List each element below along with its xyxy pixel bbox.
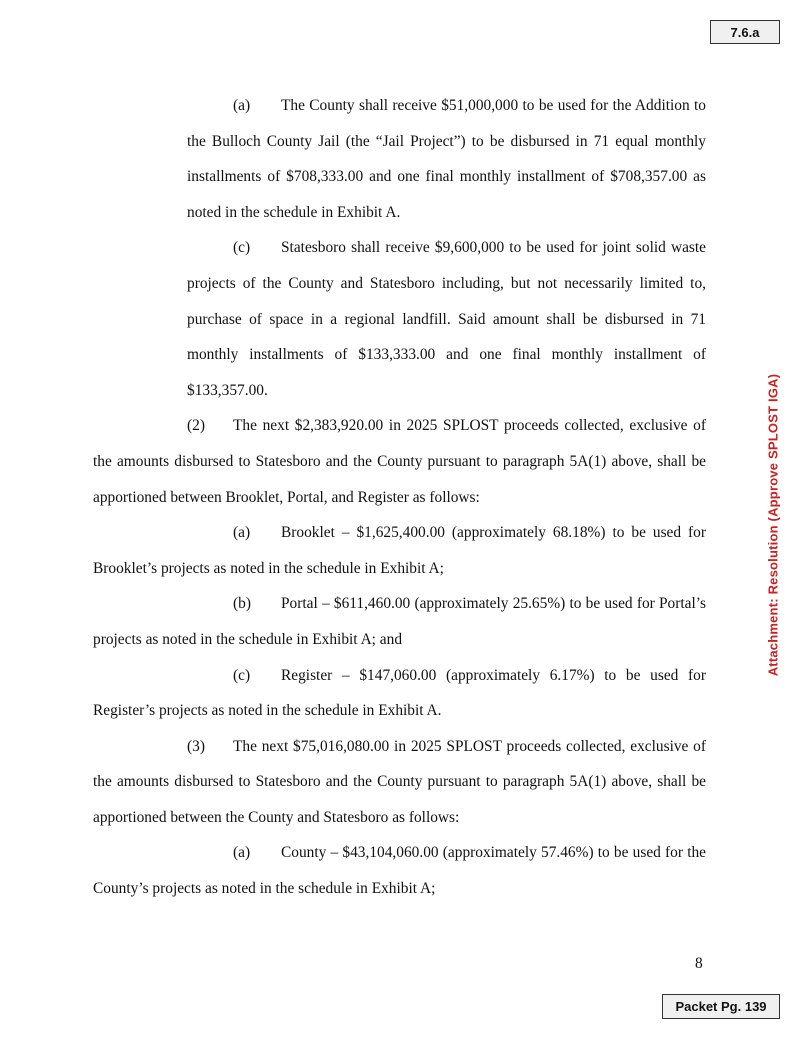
para-c1-line-3: purchase of space in a regional landfill. Said amount shall be disbursed in 71 xyxy=(187,310,706,328)
para-a1-line-3: installments of $708,333.00 and one final monthly installment of $708,357.00 as xyxy=(187,168,706,186)
para-c1-line-4: monthly installments of $133,333.00 and one final monthly installment of xyxy=(187,346,706,364)
para-2c-label: (c) xyxy=(233,666,251,684)
para-2b-line-1: (b) Portal – $611,460.00 (approximately 25.65%) to be used for Portal’s xyxy=(93,586,706,622)
packet-page-label: Packet Pg. 139 xyxy=(675,999,767,1014)
para-2b-label: (b) xyxy=(233,595,251,613)
para-2b-line-2: projects as noted in the schedule in Exhibit A; and xyxy=(93,630,403,648)
attachment-side-label: Attachment: Resolution (Approve SPLOST IGA) xyxy=(765,373,781,677)
para-c1-line-2: projects of the County and Statesboro including, but not necessarily limited to, xyxy=(187,274,706,292)
para-2-label: (2) xyxy=(187,417,205,435)
para-a1-line-4: noted in the schedule in Exhibit A. xyxy=(187,203,401,221)
document-body xyxy=(93,88,706,907)
para-2a-line-2: Brooklet’s projects as noted in the schedule in Exhibit A; xyxy=(93,559,444,577)
packet-page-tag xyxy=(662,994,780,1019)
para-c1-line-1: (c) Statesboro shall receive $9,600,000 to be used for joint solid waste xyxy=(93,230,706,266)
para-2-line-2: the amounts disbursed to Statesboro and the County pursuant to paragraph 5A(1) above, shall be xyxy=(93,452,706,470)
para-a1-label: (a) xyxy=(233,97,251,114)
para-c1-label: (c) xyxy=(233,239,251,257)
para-3-label: (3) xyxy=(187,737,205,755)
para-3-line-1: (3) The next $75,016,080.00 in 2025 SPLOST proceeds collected, exclusive of xyxy=(93,729,706,765)
para-3a-line-1: (a) County – $43,104,060.00 (approximately 57.46%) to be used for the xyxy=(93,835,706,871)
para-2c-line-2: Register’s projects as noted in the schedule in Exhibit A. xyxy=(93,702,442,720)
para-3-line-3: apportioned between the County and Statesboro as follows: xyxy=(93,808,460,826)
para-2a-line-1: (a) Brooklet – $1,625,400.00 (approximately 68.18%) to be used for xyxy=(93,515,706,551)
para-3-line-2: the amounts disbursed to Statesboro and the County pursuant to paragraph 5A(1) above, shall be xyxy=(93,773,706,791)
para-2c-line-1: (c) Register – $147,060.00 (approximately 6.17%) to be used for xyxy=(93,658,706,694)
page-number: 8 xyxy=(695,955,703,972)
para-2a-label: (a) xyxy=(233,524,251,542)
agenda-item-tag xyxy=(710,20,780,44)
para-a1-line-1: (a) The County shall receive $51,000,000 to be used for the Addition to xyxy=(93,88,706,124)
agenda-item-label: 7.6.a xyxy=(730,24,760,40)
para-c1-line-5: $133,357.00. xyxy=(187,381,268,399)
para-a1-line-2: the Bulloch County Jail (the “Jail Project”) to be disbursed in 71 equal monthly xyxy=(187,132,706,150)
para-2-line-3: apportioned between Brooklet, Portal, and Register as follows: xyxy=(93,488,480,506)
para-3a-line-2: County’s projects as noted in the schedule in Exhibit A; xyxy=(93,880,436,898)
para-3a-label: (a) xyxy=(233,844,251,862)
para-2-line-1: (2) The next $2,383,920.00 in 2025 SPLOST proceeds collected, exclusive of xyxy=(93,408,706,444)
